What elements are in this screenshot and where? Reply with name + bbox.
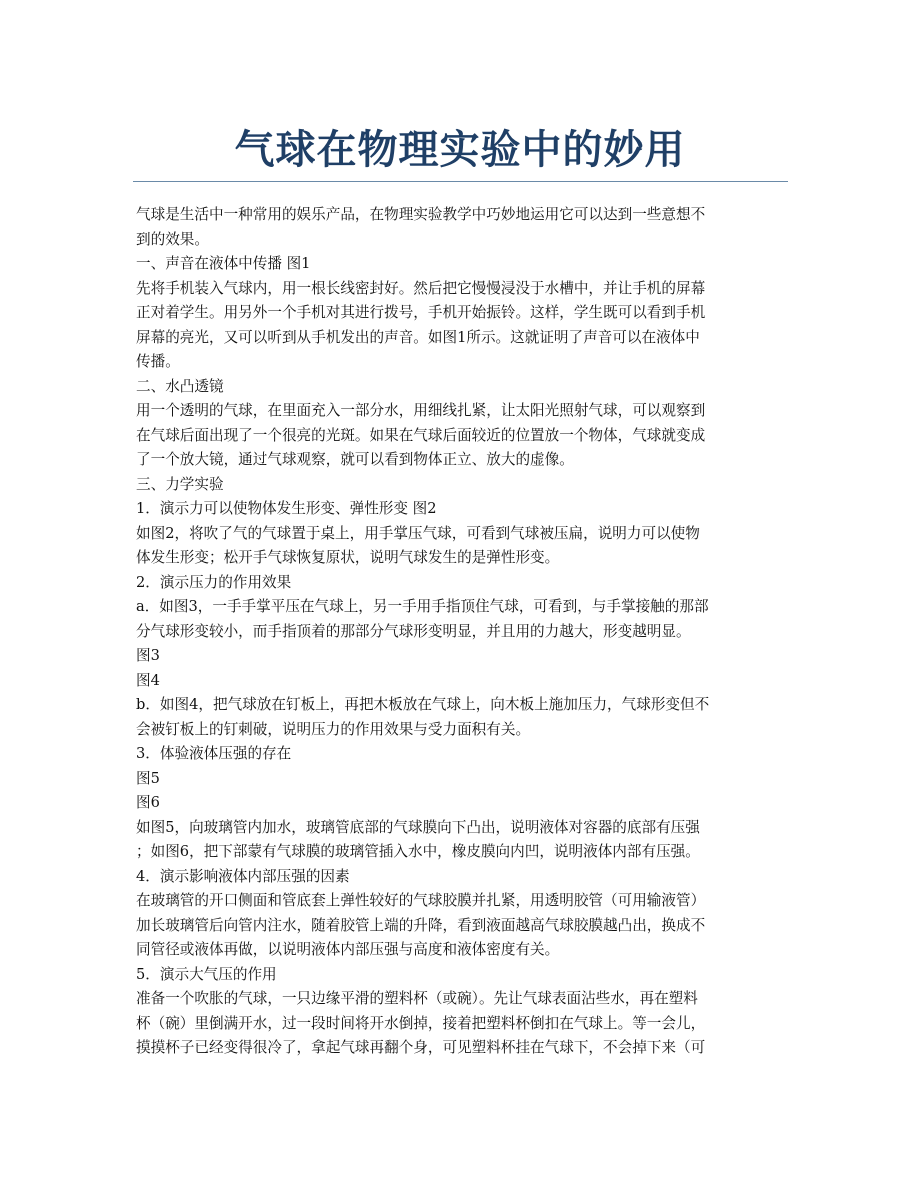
text-line: 如图2，将吹了气的气球置于桌上，用手掌压气球，可看到气球被压扁，说明力可以使物 [136,524,700,542]
text-line: 用一个透明的气球，在里面充入一部分水，用细线扎紧，让太阳光照射气球，可以观察到 [136,402,706,419]
document-title: 气球在物理实验中的妙用 [234,127,686,173]
text-line: a．如图3，一手手掌平压在气球上，另一手用手指顶住气球，可看到，与手掌接触的那部 [136,598,709,615]
text-line: 加长玻璃管后向管内注水，随着胶管上端的升降，看到液面越高气球胶膜越凸出，换成不 [136,916,706,934]
text-line: b．如图4，把气球放在钉板上，再把木板放在气球上，向木板上施加压力，气球形变但不 [136,696,710,713]
text-line: 5．演示大气压的作用 [136,965,277,983]
document-body [136,203,788,1061]
text-line: 在玻璃管的开口侧面和管底套上弹性较好的气球胶膜并扎紧，用透明胶管（可用输液管） [136,892,706,909]
text-line: 3．体验液体压强的存在 [136,745,292,762]
text-line: 图5 [136,769,160,787]
text-line: 先将手机装入气球内，用一根长线密封好。然后把它慢慢浸没于水槽中，并让手机的屏幕 [136,279,706,297]
text-line: 体发生形变；松开手气球恢复原状，说明气球发生的是弹性形变。 [136,549,560,566]
text-line: 同管径或液体再做，以说明液体内部压强与高度和液体密度有关。 [136,941,560,958]
text-line: 杯（碗）里倒满开水，过一段时间将开水倒掉，接着把塑料杯倒扣在气球上。等一会儿， [136,1014,706,1032]
text-line: 气球是生活中一种常用的娱乐产品，在物理实验教学中巧妙地运用它可以达到一些意想不 [136,206,706,223]
text-line: 到的效果。 [136,230,209,248]
text-line: 传播。 [136,353,180,370]
text-line: 如图5，向玻璃管内加水，玻璃管底部的气球膜向下凸出，说明液体对容器的底部有压强 [136,818,700,836]
text-line: 图4 [136,671,160,689]
text-line: ；如图6，把下部蒙有气球膜的玻璃管插入水中，橡皮膜向内凹，说明液体内部有压强。 [136,843,700,860]
text-line: 一、声音在液体中传播 图1 [136,255,311,272]
text-line: 2．演示压力的作用效果 [136,573,292,591]
text-line: 三、力学实验 [136,475,224,493]
text-line: 了一个放大镜，通过气球观察，就可以看到物体正立、放大的虚像。 [136,451,574,468]
text-line: 准备一个吹胀的气球，一只边缘平滑的塑料杯（或碗）。先让气球表面沾些水，再在塑料 [136,990,698,1007]
text-line: 屏幕的亮光，又可以听到从手机发出的声音。如图1所示。这就证明了声音可以在液体中 [136,328,700,346]
text-line: 图6 [136,794,160,811]
text-line: 分气球形变较小，而手指顶着的那部分气球形变明显，并且用的力越大，形变越明显。 [136,622,691,640]
text-line: 会被钉板上的钉刺破，说明压力的作用效果与受力面积有关。 [136,720,531,738]
title-divider [133,181,788,182]
text-line: 正对着学生。用另外一个手机对其进行拨号，手机开始振铃。这样，学生既可以看到手机 [136,304,706,321]
text-line: 图3 [136,647,160,664]
text-line: 摸摸杯子已经变得很冷了，拿起气球再翻个身，可见塑料杯挂在气球下，不会掉下来（可 [136,1039,706,1056]
text-line: 在气球后面出现了一个很亮的光斑。如果在气球后面较近的位置放一个物体，气球就变成 [136,426,706,444]
text-line: 二、水凸透镜 [136,377,224,395]
text-line: 1．演示力可以使物体发生形变、弹性形变 图2 [136,500,437,517]
text-line: 4．演示影响液体内部压强的因素 [136,867,350,885]
